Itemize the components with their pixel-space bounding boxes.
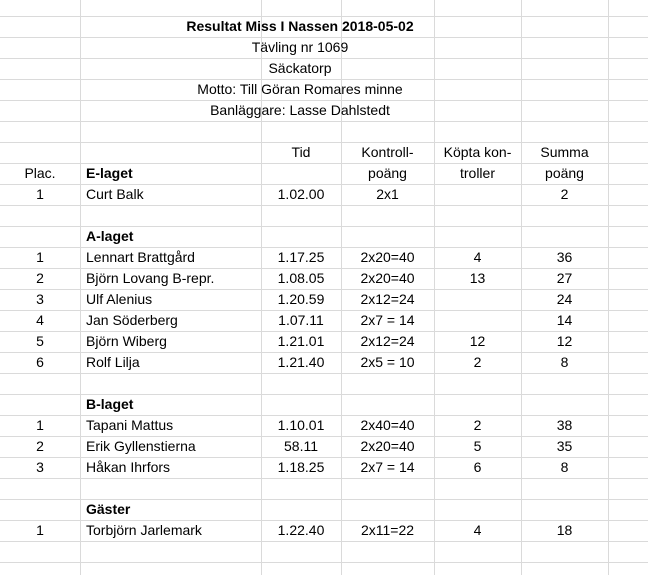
row-plac: 6 — [36, 354, 44, 370]
col-header-kontroll-line1: Kontroll- — [361, 144, 414, 160]
row-kontroll: 2x5 = 10 — [360, 354, 415, 370]
row-kontroll: 2x12=24 — [360, 333, 415, 349]
row-tid: 1.20.59 — [277, 291, 325, 307]
row-kontroll: 2x1 — [376, 186, 399, 202]
col-header-kopta-line2: troller — [459, 165, 495, 181]
row-summa: 36 — [556, 249, 573, 265]
row-summa: 12 — [556, 333, 573, 349]
motto: Motto: Till Göran Romares minne — [197, 81, 403, 97]
row-summa: 38 — [556, 417, 573, 433]
row-name: Lennart Brattgård — [86, 249, 195, 265]
group-b-laget: B-laget — [86, 396, 134, 412]
row-summa: 2 — [560, 186, 569, 202]
row-kopta — [434, 289, 521, 310]
row-tid: 58.11 — [284, 438, 318, 454]
row-name: Björn Lovang B-repr. — [86, 270, 215, 286]
row-kopta: 4 — [473, 249, 482, 265]
row-tid: 1.21.01 — [277, 333, 325, 349]
row-kontroll: 2x12=24 — [360, 291, 415, 307]
row-name: Ulf Alenius — [86, 291, 153, 307]
sheet-title: Resultat Miss I Nassen 2018-05-02 — [186, 18, 414, 34]
row-summa: 18 — [556, 522, 573, 538]
col-header-kopta-line1: Köpta kon- — [443, 144, 512, 160]
row-kontroll: 2x7 = 14 — [360, 312, 415, 328]
group-e-laget: E-laget — [86, 165, 133, 181]
row-summa: 8 — [560, 354, 569, 370]
row-name: Erik Gyllenstierna — [86, 438, 196, 454]
row-plac: 1 — [36, 522, 44, 538]
row-plac: 4 — [36, 312, 44, 328]
row-plac: 2 — [36, 270, 44, 286]
row-summa: 8 — [560, 459, 569, 475]
row-kopta: 5 — [473, 438, 482, 454]
row-kontroll: 2x40=40 — [360, 417, 415, 433]
row-plac: 3 — [36, 459, 44, 475]
row-plac: 1 — [36, 249, 44, 265]
row-tid: 1.17.25 — [277, 249, 325, 265]
row-kontroll: 2x11=22 — [360, 522, 415, 538]
row-summa: 14 — [556, 312, 573, 328]
row-plac: 3 — [36, 291, 44, 307]
row-kopta: 2 — [473, 354, 482, 370]
row-kontroll: 2x20=40 — [360, 438, 415, 454]
row-kontroll: 2x7 = 14 — [360, 459, 415, 475]
row-tid: 1.22.40 — [277, 522, 325, 538]
row-kopta: 6 — [473, 459, 482, 475]
row-tid: 1.18.25 — [277, 459, 325, 475]
group-a-laget: A-laget — [86, 228, 134, 244]
row-plac: 5 — [36, 333, 44, 349]
row-plac: 2 — [36, 438, 44, 454]
row-tid: 1.10.01 — [277, 417, 325, 433]
col-header-tid: Tid — [291, 144, 311, 160]
row-name: Curt Balk — [86, 186, 144, 202]
row-tid: 1.07.11 — [278, 312, 324, 328]
row-name: Jan Söderberg — [86, 312, 178, 328]
row-name: Rolf Lilja — [86, 354, 140, 370]
row-name: Tapani Mattus — [86, 417, 174, 433]
row-name: Torbjörn Jarlemark — [86, 522, 202, 538]
row-tid: 1.02.00 — [277, 186, 325, 202]
row-plac: 1 — [36, 417, 44, 433]
row-tid: 1.08.05 — [277, 270, 325, 286]
row-summa: 27 — [556, 270, 573, 286]
row-kopta — [434, 184, 521, 205]
col-header-kontroll-line2: poäng — [368, 165, 407, 181]
row-kopta: 12 — [469, 333, 486, 349]
row-summa: 24 — [556, 291, 573, 307]
competition-number: Tävling nr 1069 — [251, 39, 349, 55]
row-kopta: 4 — [473, 522, 482, 538]
col-header-summa-line2: poäng — [545, 165, 584, 181]
course-setter: Banläggare: Lasse Dahlstedt — [210, 102, 390, 118]
row-summa: 35 — [556, 438, 573, 454]
row-tid: 1.21.40 — [277, 354, 325, 370]
row-kontroll: 2x20=40 — [360, 249, 415, 265]
row-kontroll: 2x20=40 — [360, 270, 415, 286]
row-kopta: 13 — [469, 270, 486, 286]
col-header-summa-line1: Summa — [540, 144, 589, 160]
row-kopta — [434, 310, 521, 331]
row-name: Björn Wiberg — [86, 333, 167, 349]
row-kopta: 2 — [473, 417, 482, 433]
location: Säckatorp — [268, 60, 332, 76]
group-gaster: Gäster — [86, 501, 131, 517]
col-header-plac: Plac. — [24, 165, 56, 181]
row-plac: 1 — [36, 186, 44, 202]
row-name: Håkan Ihrfors — [86, 459, 171, 475]
